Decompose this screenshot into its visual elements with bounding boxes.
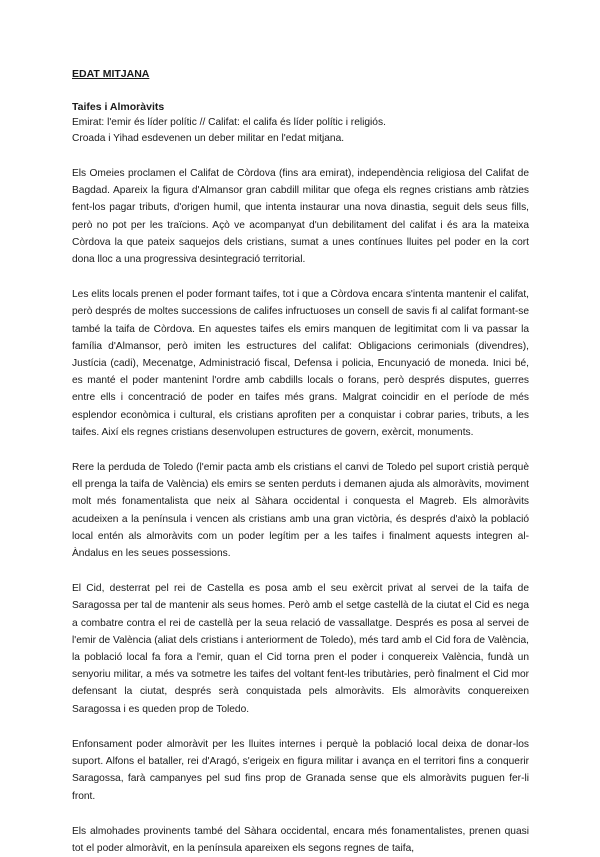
intro-line: Emirat: l'emir és líder polític // Califat: el califa és líder polític i religiós.: [72, 117, 386, 128]
intro-line: Croada i Yihad esdevenen un deber militar en l'edat mitjana.: [72, 133, 345, 144]
paragraph: El Cid, desterrat pel rei de Castella es posa amb el seu exèrcit privat al servei de la taifa de Saragossa per tal de mantenir als seus homes. Però amb el setge castellà de la ciutat el Cid es nega a combatre contra el rei de castellà per la seua relació de vassallatge. Després es posa al servei de l'emir de València (aliat dels cristians i anteriorment de Toledo), més tard amb el Cid fora de València, la població local fa fora a l'emir, quan el Cid torna pren el poder i conquereix València, fundà un senyoriu militar, a més va sotmetre les taifes del voltant fent-les tributàries, però finalment el Cid mor defensant la ciutat, després serà conquistada pels almoràvits. Els almoràvits conquereixen Saragossa i es queden prop de Toledo.: [72, 583, 529, 715]
paragraph: Els Omeies proclamen el Califat de Còrdova (fins ara emirat), independència religiosa del Califat de Bagdad. Apareix la figura d'Almansor gran cabdill militar que ofega els regnes cristians amb ràtzies fent-los pagar tributs, d'origen humil, que intenta instaurar una nova dinastia, seguit dels seus fills, però no pot per les traïcions. Açò ve acompanyat d'un debilitament del califat i és ara la mateixa Còrdova la que pateix saquejos dels cristians, sumat a unes contínues lluites pel poder en la cort dona lloc a una progressiva desintegració territorial.: [72, 168, 529, 266]
paragraph: Enfonsament poder almoràvit per les lluites internes i perquè la població local deixa de donar-los suport. Alfons el bataller, rei d'Aragó, s'erigeix en figura militar i avança en el territori fins a conquerir Saragossa, farà campanyes pel sud fins prop de Granada sense que els almoràvits puguen fer-li front.: [72, 738, 529, 802]
section-heading: Taifes i Almoràvits: [72, 101, 165, 113]
paragraph: Rere la perduda de Toledo (l'emir pacta amb els cristians el canvi de Toledo pel suport cristià perquè ell prenga la taifa de València) els emirs se senten perduts i demanen ajuda als almoràvits, moviment molt més fonamentalista que neix al Sàhara occidental i conquesta el Magreb. Els almoràvits acudeixen a la península i vencen als cristians amb una gran victòria, és després d'això la població local entén als almoràvits com un poder legítim per a les taifes i finalment aquests integren al-Àndalus en les seues possessions.: [72, 462, 529, 560]
paragraph: Les elits locals prenen el poder formant taifes, tot i que a Còrdova encara s'intenta mantenir el califat, però després de moltes successions de califes infructuoses un consell de savis fi al califat formant-se també la taifa de Còrdova. En aquestes taifes els emirs manquen de legitimitat com li va passar la família d'Almansor, però imiten les estructures del califat: Obligacions cerimonials (divendres), Justícia (cadi), Mecenatge, Administració fiscal, Defensa i policia, Encunyació de moneda. Inici bé, es manté el poder mantenint l'ordre amb cabdills locals o forans, però després disputes, guerres entre ells i concentració de poder en taifes més grans. Malgrat coincidir en el període de més esplendor econòmica i cultural, els cristians aprofiten per a conquistar i cobrar paries, tributs, a les taifes. Així els regnes cristians desenvolupen estructures de govern, exèrcit, monuments.: [72, 289, 529, 438]
document-title: EDAT MITJANA: [72, 68, 150, 80]
paragraph: Els almohades provinents també del Sàhara occidental, encara més fonamentalistes, prenen quasi tot el poder almoràvit, en la península apareixen els segons regnes de taifa,: [72, 825, 529, 854]
intro-block: [72, 115, 529, 147]
